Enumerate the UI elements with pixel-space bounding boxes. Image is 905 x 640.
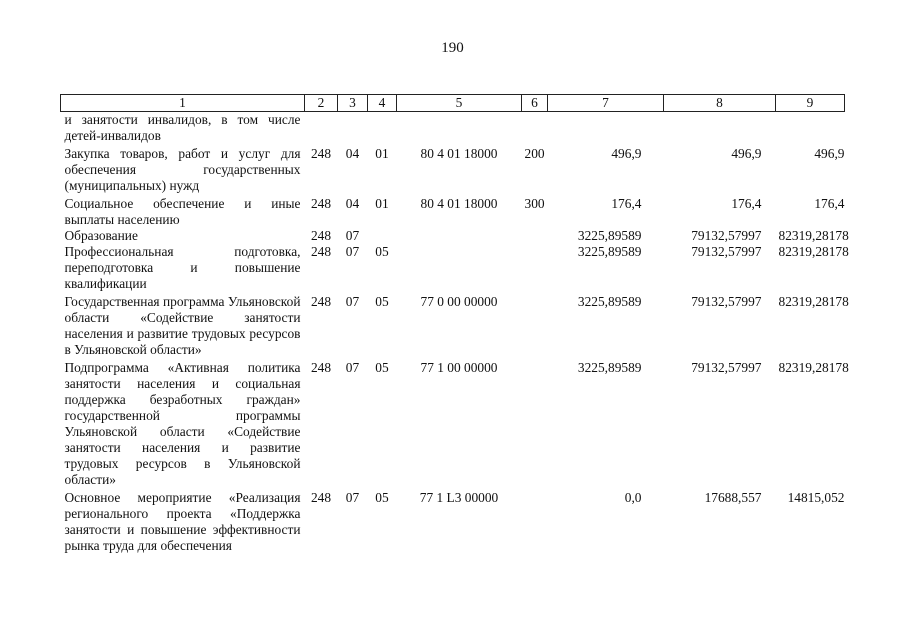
expense-type-code: 300: [524, 196, 545, 211]
ministry-code: 248: [310, 360, 332, 375]
subsection-code: 05: [375, 360, 389, 375]
ministry-code: 248: [310, 294, 332, 309]
column-header: 6: [522, 95, 548, 112]
target-article-code: 80 4 01 18000: [420, 146, 498, 161]
section-code: 07: [345, 490, 360, 505]
budget-table: [60, 94, 849, 554]
amount-col7: 3225,89589: [577, 228, 642, 243]
ministry-code: 248: [310, 196, 332, 211]
ministry-code: 248: [310, 146, 332, 161]
subsection-code: 05: [375, 490, 389, 505]
item-name: Подпрограмма «Активная политика занятости населения и социальная поддержка безработных граждан» государственной программы Ульяновской области «Содействие занятости населения и развитие трудовых ресурсов в Ульяновской области»: [64, 360, 301, 487]
ministry-code: 248: [310, 490, 332, 505]
expense-type-code: [522, 488, 548, 554]
amount-col8: 79132,57997: [691, 360, 762, 375]
expense-type-code: [522, 358, 548, 488]
table-header: [61, 95, 845, 112]
amount-col8: 17688,557: [704, 490, 762, 505]
expense-type-code: [522, 292, 548, 358]
item-name: Социальное обеспечение и иные выплаты населению: [64, 196, 301, 227]
table-row: [61, 112, 845, 145]
amount-col8: 496,9: [731, 146, 762, 161]
amount-col9: 82319,28178: [778, 360, 849, 375]
target-article-code: [397, 228, 522, 244]
expense-type-code: [522, 228, 548, 244]
item-name: Образование: [64, 228, 138, 243]
section-code: 07: [345, 294, 360, 309]
amount-col7: 3225,89589: [577, 294, 642, 309]
amount-col9: 82319,28178: [778, 244, 849, 259]
section-code: 07: [345, 228, 360, 243]
column-header: 3: [338, 95, 368, 112]
column-header: 5: [397, 95, 522, 112]
amount-col8: 79132,57997: [691, 228, 762, 243]
ministry-code: 248: [310, 228, 332, 243]
table-row: [61, 244, 845, 292]
expense-type-code: [522, 244, 548, 292]
section-code: [338, 112, 368, 145]
amount-col8: [664, 112, 776, 145]
expense-type-code: [522, 112, 548, 145]
amount-col8: 79132,57997: [691, 294, 762, 309]
subsection-code: 05: [375, 244, 389, 259]
table-row: [61, 292, 845, 358]
amount-col9: 176,4: [814, 196, 845, 211]
amount-col7: [548, 112, 664, 145]
section-code: 04: [345, 196, 360, 211]
amount-col8: 79132,57997: [691, 244, 762, 259]
amount-col7: 3225,89589: [577, 244, 642, 259]
item-name: Государственная программа Ульяновской области «Содействие занятости населения и развитие трудовых ресурсов в Ульяновской области»: [64, 294, 301, 357]
amount-col9: 14815,052: [787, 490, 845, 505]
column-header: 1: [61, 95, 305, 112]
amount-col9: 496,9: [814, 146, 845, 161]
amount-col9: [776, 112, 845, 145]
amount-col9: 82319,28178: [778, 228, 849, 243]
table-row: [61, 228, 845, 244]
header-row: [61, 95, 845, 112]
ministry-code: [305, 112, 338, 145]
amount-col7: 0,0: [624, 490, 642, 505]
table-row: [61, 194, 845, 228]
amount-col7: 3225,89589: [577, 360, 642, 375]
target-article-code: 77 0 00 00000: [420, 294, 498, 309]
amount-col8: 176,4: [731, 196, 762, 211]
column-header: 8: [664, 95, 776, 112]
item-name: и занятости инвалидов, в том числе детей-инвалидов: [64, 112, 301, 143]
page-number: 190: [441, 40, 464, 56]
column-header: 9: [776, 95, 845, 112]
column-header: 2: [305, 95, 338, 112]
target-article-code: 80 4 01 18000: [420, 196, 498, 211]
column-header: 4: [368, 95, 397, 112]
subsection-code: 05: [375, 294, 389, 309]
subsection-code: [368, 112, 397, 145]
item-name: Основное мероприятие «Реализация регионального проекта «Поддержка занятости и повышение эффективности рынка труда для обеспечения: [64, 490, 301, 553]
table-body: [61, 112, 849, 555]
target-article-code: [397, 244, 522, 292]
subsection-code: [368, 228, 397, 244]
amount-col7: 176,4: [611, 196, 642, 211]
table-row: [61, 144, 845, 194]
expense-type-code: 200: [524, 146, 545, 161]
section-code: 07: [345, 244, 360, 259]
item-name: Профессиональная подготовка, переподготовка и повышение квалификации: [64, 244, 301, 291]
target-article-code: 77 1 L3 00000: [419, 490, 499, 505]
target-article-code: 77 1 00 00000: [420, 360, 498, 375]
section-code: 04: [345, 146, 360, 161]
subsection-code: 01: [375, 146, 389, 161]
table-row: [61, 488, 845, 554]
amount-col7: 496,9: [611, 146, 642, 161]
ministry-code: 248: [310, 244, 332, 259]
item-name: Закупка товаров, работ и услуг для обеспечения государственных (муниципальных) нужд: [64, 146, 301, 193]
column-header: 7: [548, 95, 664, 112]
amount-col9: 82319,28178: [778, 294, 849, 309]
subsection-code: 01: [375, 196, 389, 211]
table-row: [61, 358, 845, 488]
section-code: 07: [345, 360, 360, 375]
target-article-code: [397, 112, 522, 145]
